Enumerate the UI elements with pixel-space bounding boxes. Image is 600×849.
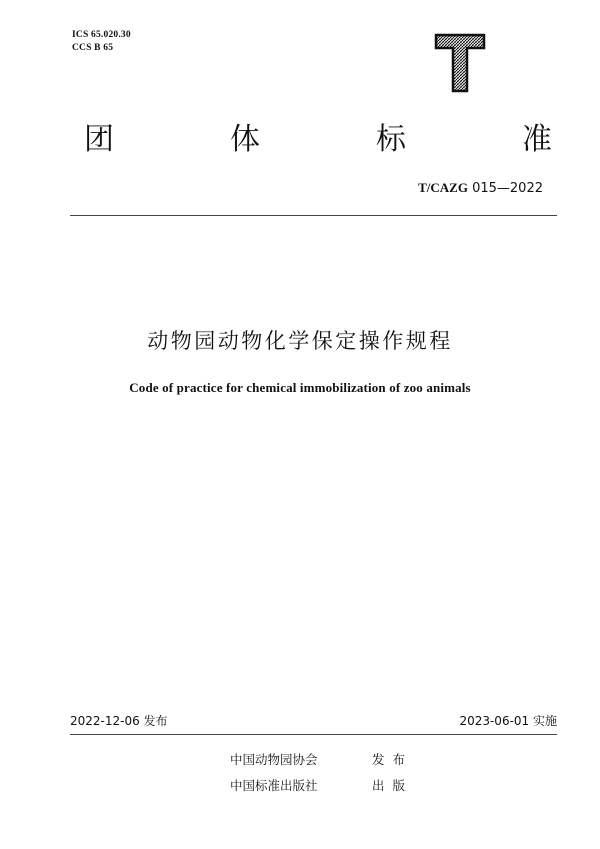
standard-code: T/CAZG — [418, 180, 468, 195]
publisher-name: 中国标准出版社 — [230, 778, 318, 793]
standard-serial: 015—2022 — [467, 181, 543, 196]
heading-char: 体 — [230, 122, 260, 157]
t-standard-logo-icon — [434, 33, 486, 93]
document-type-heading — [84, 122, 552, 158]
implementation-date: 2023-06-01 实施 — [459, 714, 557, 728]
issuer-name: 中国动物园协会 — [230, 752, 318, 767]
heading-char: 准 — [522, 122, 552, 157]
title-english: Code of practice for chemical immobilization of zoo animals — [129, 380, 471, 395]
issuer-credit — [230, 752, 413, 768]
bottom-divider — [70, 734, 557, 735]
heading-char: 标 — [376, 122, 406, 157]
standard-number — [418, 180, 543, 197]
ics-code: ICS 65.020.30 — [72, 30, 131, 40]
publisher-action: 出版 — [371, 778, 413, 793]
issuer-action: 发布 — [371, 752, 413, 767]
ccs-code: CCS B 65 — [72, 43, 114, 53]
top-divider — [70, 215, 557, 216]
title-chinese: 动物园动物化学保定操作规程 — [147, 329, 453, 353]
heading-char: 团 — [84, 122, 114, 157]
publisher-credit — [230, 778, 413, 794]
publication-date: 2022-12-06 发布 — [70, 714, 168, 728]
